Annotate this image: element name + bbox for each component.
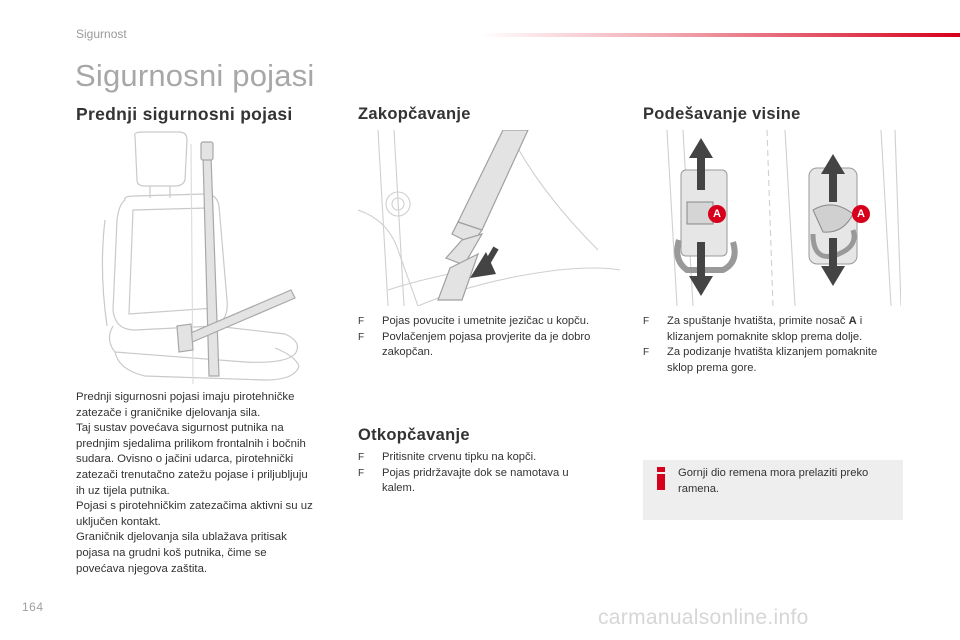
text-line: Pojasi s pirotehničkim zatezačima aktivni su uz	[76, 500, 313, 513]
section-label: Sigurnost	[76, 27, 127, 41]
list-item	[358, 330, 623, 361]
text-line: pojasa na grudni koš putnika, čime se	[76, 546, 267, 559]
list-item	[358, 450, 623, 466]
list-item-text: kalem.	[382, 482, 415, 495]
list-item	[358, 314, 623, 330]
info-box	[643, 460, 903, 520]
bullet-mark: F	[358, 331, 365, 343]
text-line: sudara. Ovisno o jačini udarca, pirotehnički	[76, 453, 294, 466]
text-line: Prednji sigurnosni pojasi imaju pirotehničke	[76, 391, 295, 403]
bullet-mark: F	[643, 316, 650, 327]
fastening-list	[358, 314, 623, 361]
text-line: Taj sustav povećava sigurnost putnika na	[76, 422, 284, 435]
height-adjust-heading: Podešavanje visine	[643, 105, 801, 123]
page-title: Sigurnosni pojasi	[75, 58, 315, 93]
text-line: povećava njegova zaštita.	[76, 562, 208, 575]
list-item	[643, 314, 908, 345]
info-icon	[653, 466, 669, 491]
page-number: 164	[22, 600, 44, 614]
info-line: Gornji dio remena mora prelaziti preko	[678, 467, 869, 479]
text-line: zatezače i graničnike djelovanja sila.	[76, 406, 261, 419]
unfastening-list	[358, 450, 623, 497]
text-line: ih uz tijela putnika.	[76, 484, 170, 497]
marker-a-left: A	[708, 205, 726, 223]
list-item	[643, 345, 908, 376]
info-line: ramena.	[678, 482, 720, 495]
list-item-text: Pojas povucite i umetnite jezičac u kopču.	[382, 315, 590, 327]
watermark: carmanualsonline.info	[598, 606, 809, 629]
text-line: uključen kontakt.	[76, 515, 161, 528]
list-item-text: Za podizanje hvatišta klizanjem pomaknite	[667, 346, 878, 359]
unfastening-heading: Otkopčavanje	[358, 426, 470, 444]
list-item-text: klizanjem pomaknite sklop prema dolje.	[667, 330, 863, 343]
text-span: Za spuštanje hvatišta, primite nosač	[667, 315, 849, 327]
height-adjust-list	[643, 314, 908, 376]
bullet-mark: F	[358, 452, 365, 463]
list-item-text	[667, 314, 908, 330]
list-item-text: sklop prema gore.	[667, 361, 757, 374]
header-accent-line	[480, 33, 960, 37]
list-item	[358, 466, 623, 497]
list-item-text: Pritisnite crvenu tipku na kopči.	[382, 451, 537, 463]
seat-belt-illustration	[95, 130, 335, 390]
bullet-mark: F	[358, 316, 365, 327]
list-item-text: zakopčan.	[382, 346, 433, 359]
marker-a-right: A	[852, 205, 870, 223]
front-belts-heading: Prednji sigurnosni pojasi	[76, 104, 293, 124]
text-line: Graničnik djelovanja sila ublažava pritisak	[76, 531, 287, 544]
text-span: i	[856, 315, 863, 327]
text-line: prednjim sjedalima prilikom frontalnih i bočnih	[76, 437, 306, 450]
bullet-mark: F	[643, 347, 650, 359]
bold-label: A	[848, 315, 857, 327]
info-text	[678, 466, 893, 497]
list-item-text: Povlačenjem pojasa provjerite da je dobro	[382, 330, 591, 343]
front-belts-description	[76, 390, 346, 577]
buckle-illustration	[358, 130, 620, 306]
list-item-text: Pojas pridržavajte dok se namotava u	[382, 466, 569, 479]
text-line: zatezači trenutačno zatežu pojase i priljubljuju	[76, 468, 308, 481]
fastening-heading: Zakopčavanje	[358, 105, 471, 123]
bullet-mark: F	[358, 467, 365, 479]
